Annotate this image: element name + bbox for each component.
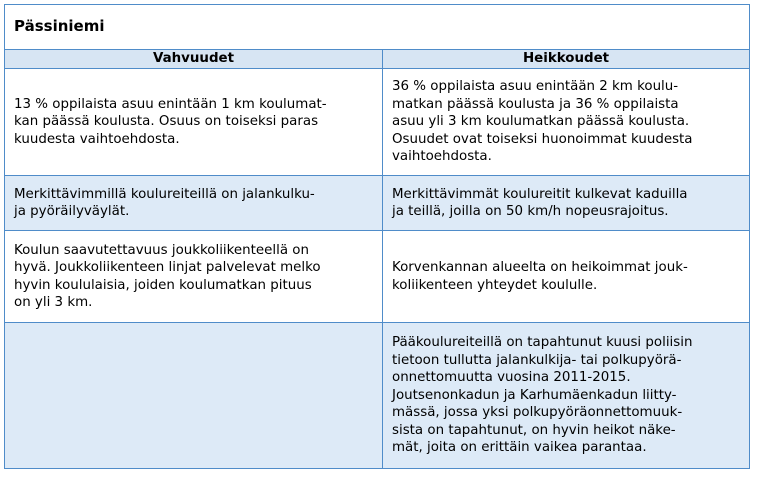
strength-cell xyxy=(5,323,383,469)
table-row xyxy=(5,69,750,176)
strength-cell: Koulun saavutettavuus joukkoliikenteellä on hyvä. Joukkoliikenteen linjat palvelevat melko hyvin koululaisia, joiden koulumatkan pituus on yli 3 km. xyxy=(5,231,383,323)
swot-table xyxy=(4,4,750,469)
table-row xyxy=(5,176,750,231)
weaknesses-header: Heikkoudet xyxy=(383,50,750,69)
weakness-cell: Pääkoulureiteillä on tapahtunut kuusi poliisin tietoon tullutta jalankulkija- tai polkupyörä- onnettomuutta vuosina 2011-2015. Joutsenonkadun ja Karhumäenkadun liitty- mässä, jossa yksi polkupyöräonnettomuuk- sista on tapahtunut, on hyvin heikot näke- mät, joita on erittäin vaikea parantaa. xyxy=(383,323,750,469)
table-row xyxy=(5,231,750,323)
strength-cell: Merkittävimmillä koulureiteillä on jalankulku- ja pyöräilyväylät. xyxy=(5,176,383,231)
weakness-cell: 36 % oppilaista asuu enintään 2 km koulu- matkan päässä koulusta ja 36 % oppilaista asuu yli 3 km koulumatkan päässä koulusta. Osuudet ovat toiseksi huonoimmat kuudesta vaihtoehdosta. xyxy=(383,69,750,176)
strengths-header: Vahvuudet xyxy=(5,50,383,69)
strength-cell: 13 % oppilaista asuu enintään 1 km koulumat- kan päässä koulusta. Osuus on toiseksi paras kuudesta vaihtoehdosta. xyxy=(5,69,383,176)
table-row xyxy=(5,323,750,469)
table-title: Pässiniemi xyxy=(5,5,750,50)
weakness-cell: Korvenkannan alueelta on heikoimmat jouk- koliikenteen yhteydet koululle. xyxy=(383,231,750,323)
weakness-cell: Merkittävimmät koulureitit kulkevat kaduilla ja teillä, joilla on 50 km/h nopeusrajoitus. xyxy=(383,176,750,231)
